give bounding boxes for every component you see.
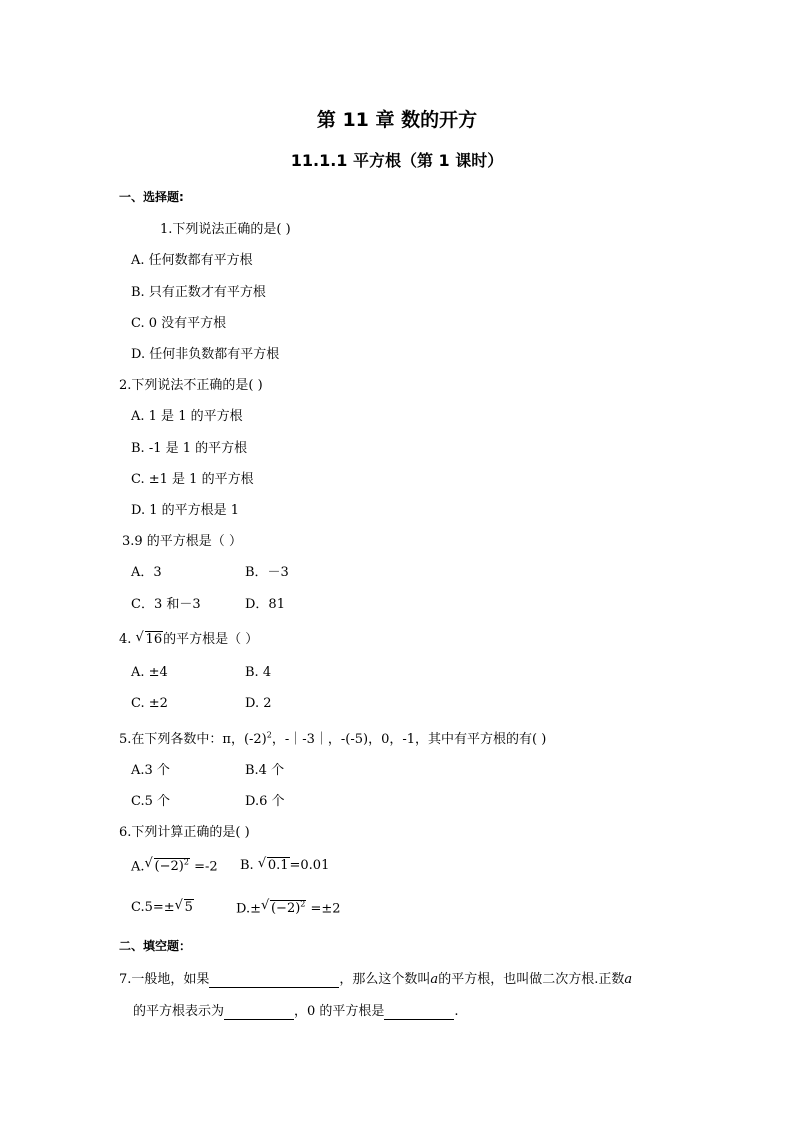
q2-option-b: B. -1 是 1 的平方根 [131,441,248,456]
q6-option-d-exponent: 2 [300,900,306,909]
q7-text-c: 的平方根，也叫做二次方根.正数 [438,972,625,987]
q4-option-a: A. ±4 [131,665,168,680]
q6-option-b-label: B. [240,858,258,873]
q4-number: 4. [119,632,132,647]
radical-sign-icon: √ [135,630,144,645]
q4-radicand: 16 [145,632,163,647]
q5-exponent: 2 [266,730,272,740]
q7-line-2 [133,1000,459,1020]
section-choice-heading: 一、选择题: [119,190,184,204]
radical-sign-icon: √ [257,856,267,871]
q6-option-b-sqrt [258,858,290,873]
q6-option-a [131,858,218,874]
radical-sign-icon: √ [174,898,183,913]
q5-option-a: A.3 个 [131,763,170,778]
q6-option-a-result: =-2 [189,859,218,875]
q5-stem-part-b: ，-｜-3｜，-(-5)，0，-1，其中有平方根的有( ) [271,732,547,747]
q1-stem: 1.下列说法正确的是( ) [160,222,291,237]
q7-blank-1[interactable] [209,972,339,988]
q6-option-d-result: =±2 [306,901,341,917]
q4-stem-rest: 的平方根是（ ） [163,632,259,647]
q6-option-d-label: D.± [236,901,261,917]
q6-option-c-radicand: 5 [184,900,193,915]
q5-stem [119,728,546,747]
q6-option-c-sqrt [175,900,194,915]
q6-option-d [236,900,341,916]
q3-stem: 3.9 的平方根是（ ） [122,534,242,549]
q4-option-d: D. 2 [245,696,272,711]
q2-stem: 2.下列说法不正确的是( ) [119,378,263,393]
q6-option-a-sqrt [145,858,190,874]
q6-option-c-label: C.5=± [131,900,175,915]
q2-option-c: C. ±1 是 1 的平方根 [131,472,254,487]
q6-option-b [240,858,329,873]
q3-option-c: C．3 和－3 [131,597,201,612]
q6-option-a-label: A. [131,859,145,875]
radical-sign-icon: √ [144,856,153,871]
q1-option-d: D. 任何非负数都有平方根 [131,347,280,362]
q7-line-1 [119,968,632,988]
q3-option-a: A．3 [131,565,162,580]
q4-sqrt [136,632,164,647]
q7-var-a: a [430,972,439,987]
q7-text-b: ，那么这个数叫 [339,972,431,987]
q6-stem: 6.下列计算正确的是( ) [119,825,250,840]
q1-option-c: C. 0 没有平方根 [131,316,227,331]
q6-option-c [131,900,194,915]
chapter-title: 第 11 章 数的开方 [316,109,478,131]
section-fill-heading: 二、填空题： [119,939,192,953]
q4-option-b: B. 4 [245,665,272,680]
q6-option-d-radicand [270,900,306,916]
q6-option-a-radicand [154,858,190,874]
q3-option-d: D．81 [245,597,285,612]
q6-option-a-base: (−2) [154,859,184,875]
q6-option-d-sqrt [261,900,306,916]
q5-option-c: C.5 个 [131,794,171,809]
q7-blank-2[interactable] [224,1004,294,1020]
q3-option-b: B．－3 [245,565,289,580]
q7-text-d: 的平方根表示为 [133,1004,225,1019]
q1-option-b: B. 只有正数才有平方根 [131,285,266,300]
q7-text-f: . [454,1004,459,1019]
lesson-title: 11.1.1 平方根（第 1 课时） [290,151,504,170]
q5-option-b: B.4 个 [245,763,285,778]
q2-option-d: D. 1 的平方根是 1 [131,503,240,518]
q4-stem [119,628,258,647]
q7-var-a-2: a [624,972,633,987]
q6-option-d-base: (−2) [270,901,301,917]
q7-blank-3[interactable] [384,1004,454,1020]
q5-option-d: D.6 个 [245,794,285,809]
radical-sign-icon: √ [260,898,270,913]
q7-text-a: 7.一般地，如果 [119,972,210,987]
q6-option-b-radicand: 0.1 [267,858,289,873]
q7-text-e: ，0 的平方根是 [294,1004,385,1019]
q6-option-a-exponent: 2 [183,858,189,867]
q5-stem-part-a: 5.在下列各数中：π，(-2) [119,732,267,747]
q1-option-a: A. 任何数都有平方根 [131,253,253,268]
q6-option-b-result: =0.01 [289,858,330,873]
q4-option-c: C. ±2 [131,696,168,711]
q2-option-a: A. 1 是 1 的平方根 [131,409,243,424]
